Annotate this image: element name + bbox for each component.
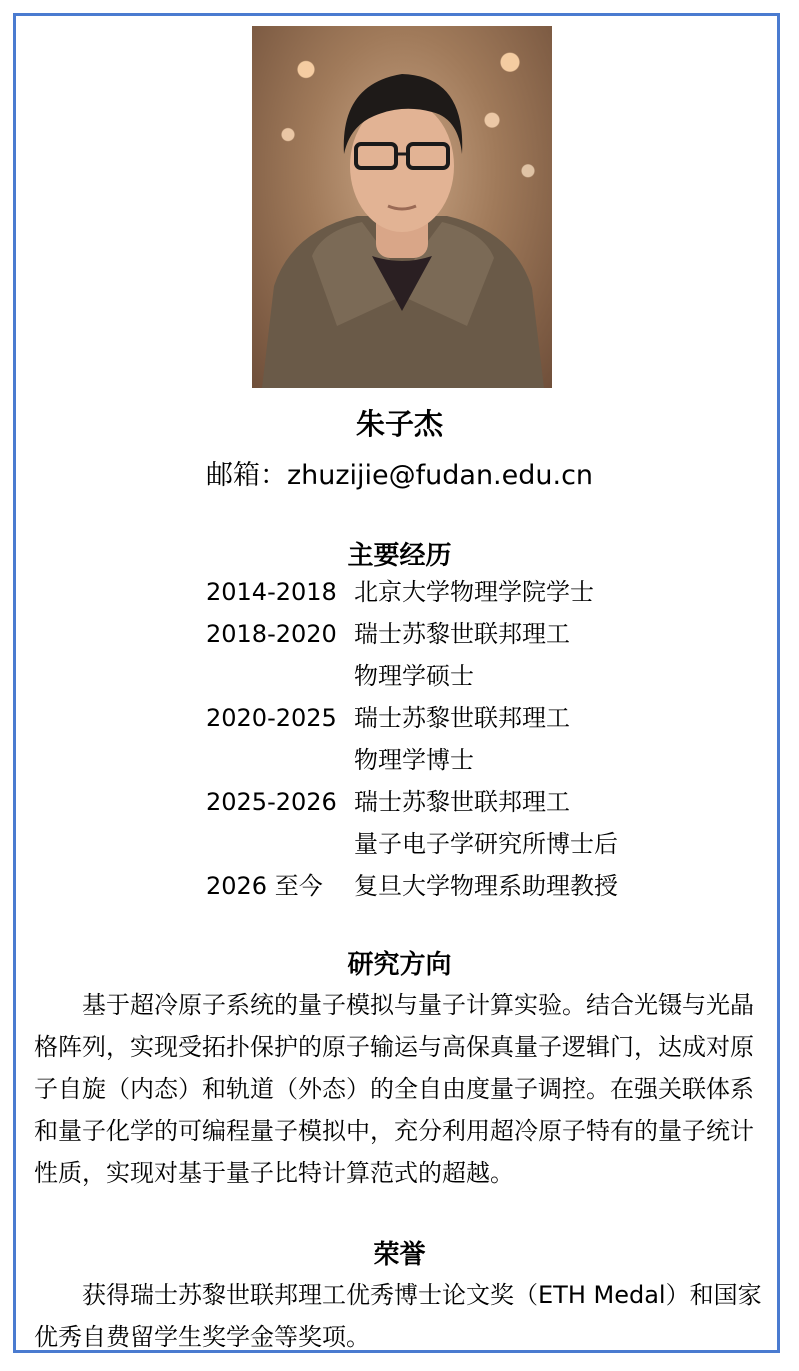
experience-line: 瑞士苏黎世联邦理工 bbox=[354, 704, 570, 732]
portrait-illustration bbox=[252, 26, 552, 388]
experience-line: 北京大学物理学院学士 bbox=[354, 578, 594, 606]
experience-title: 主要经历 bbox=[347, 541, 452, 571]
experience-line: 复旦大学物理系助理教授 bbox=[354, 872, 618, 900]
experience-years: 2014-2018 bbox=[206, 578, 337, 606]
experience-years: 2018-2020 bbox=[206, 620, 337, 648]
experience-years: 2020-2025 bbox=[206, 704, 337, 732]
honors-title: 荣誉 bbox=[373, 1240, 426, 1270]
profile-photo bbox=[252, 26, 552, 388]
person-name: 朱子杰 bbox=[355, 407, 443, 441]
honors-paragraph: 获得瑞士苏黎世联邦理工优秀博士论文奖（ETH Medal）和国家优秀自费留学生奖学金等奖项。 bbox=[34, 1281, 762, 1351]
profile-card bbox=[13, 13, 780, 1353]
experience-line: 瑞士苏黎世联邦理工 bbox=[354, 620, 570, 648]
email-address[interactable]: zhuzijie@fudan.edu.cn bbox=[286, 460, 594, 491]
experience-line: 瑞士苏黎世联邦理工 bbox=[354, 788, 570, 816]
research-title: 研究方向 bbox=[347, 950, 452, 980]
experience-line: 物理学博士 bbox=[354, 746, 474, 774]
research-paragraph: 基于超冷原子系统的量子模拟与量子计算实验。结合光镊与光晶格阵列，实现受拓扑保护的原子输运与高保真量子逻辑门，达成对原子自旋（内态）和轨道（外态）的全自由度量子调控。在强关联体系和量子化学的可编程量子模拟中，充分利用超冷原子特有的量子统计性质，实现对基于量子比特计算范式的超越。 bbox=[34, 991, 754, 1187]
experience-line: 物理学硕士 bbox=[354, 662, 474, 690]
experience-years: 2026 至今 bbox=[206, 872, 323, 900]
email-label: 邮箱： bbox=[205, 460, 287, 491]
email-line bbox=[16, 453, 783, 492]
experience-years: 2025-2026 bbox=[206, 788, 337, 816]
experience-line: 量子电子学研究所博士后 bbox=[354, 830, 618, 858]
